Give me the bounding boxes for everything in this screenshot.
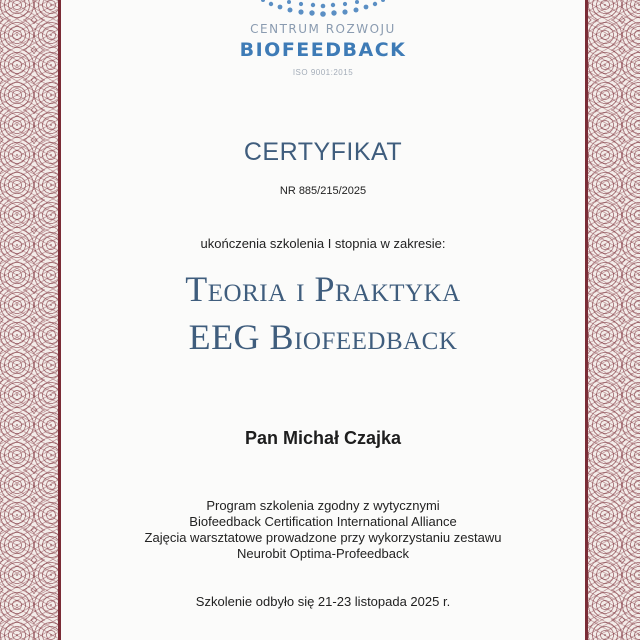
certificate-number: NR 885/215/2025 <box>279 185 367 197</box>
iso-certification: ISO 9001:2015 <box>292 68 354 77</box>
program-line: Biofeedback Certification International Alliance <box>189 514 457 529</box>
border-rule-right <box>585 0 588 640</box>
organization-name-line2: BIOFEEDBACK <box>239 39 407 61</box>
ornamental-border-left <box>0 0 58 640</box>
course-title-line2: EEG Biofeedback <box>188 317 458 357</box>
program-line: Neurobit Optima-Profeedback <box>237 546 409 561</box>
program-description <box>61 498 585 562</box>
organization-name-line1: CENTRUM ROZWOJU <box>250 22 396 36</box>
certificate-intro: ukończenia szkolenia I stopnia w zakresie: <box>200 236 446 251</box>
program-line: Zajęcia warsztatowe prowadzone przy wykorzystaniu zestawu <box>144 530 502 545</box>
globe-dots-icon <box>243 0 403 18</box>
certificate-title: CERTYFIKAT <box>243 138 403 166</box>
certificate-body <box>61 0 585 640</box>
training-date: Szkolenie odbyło się 21-23 listopada 2025 r. <box>195 594 451 609</box>
ornamental-border-right <box>588 0 640 640</box>
recipient-name: Pan Michał Czajka <box>244 428 402 448</box>
program-line: Program szkolenia zgodny z wytycznymi <box>206 498 440 513</box>
course-title-line1: Teoria i Praktyka <box>185 269 461 309</box>
